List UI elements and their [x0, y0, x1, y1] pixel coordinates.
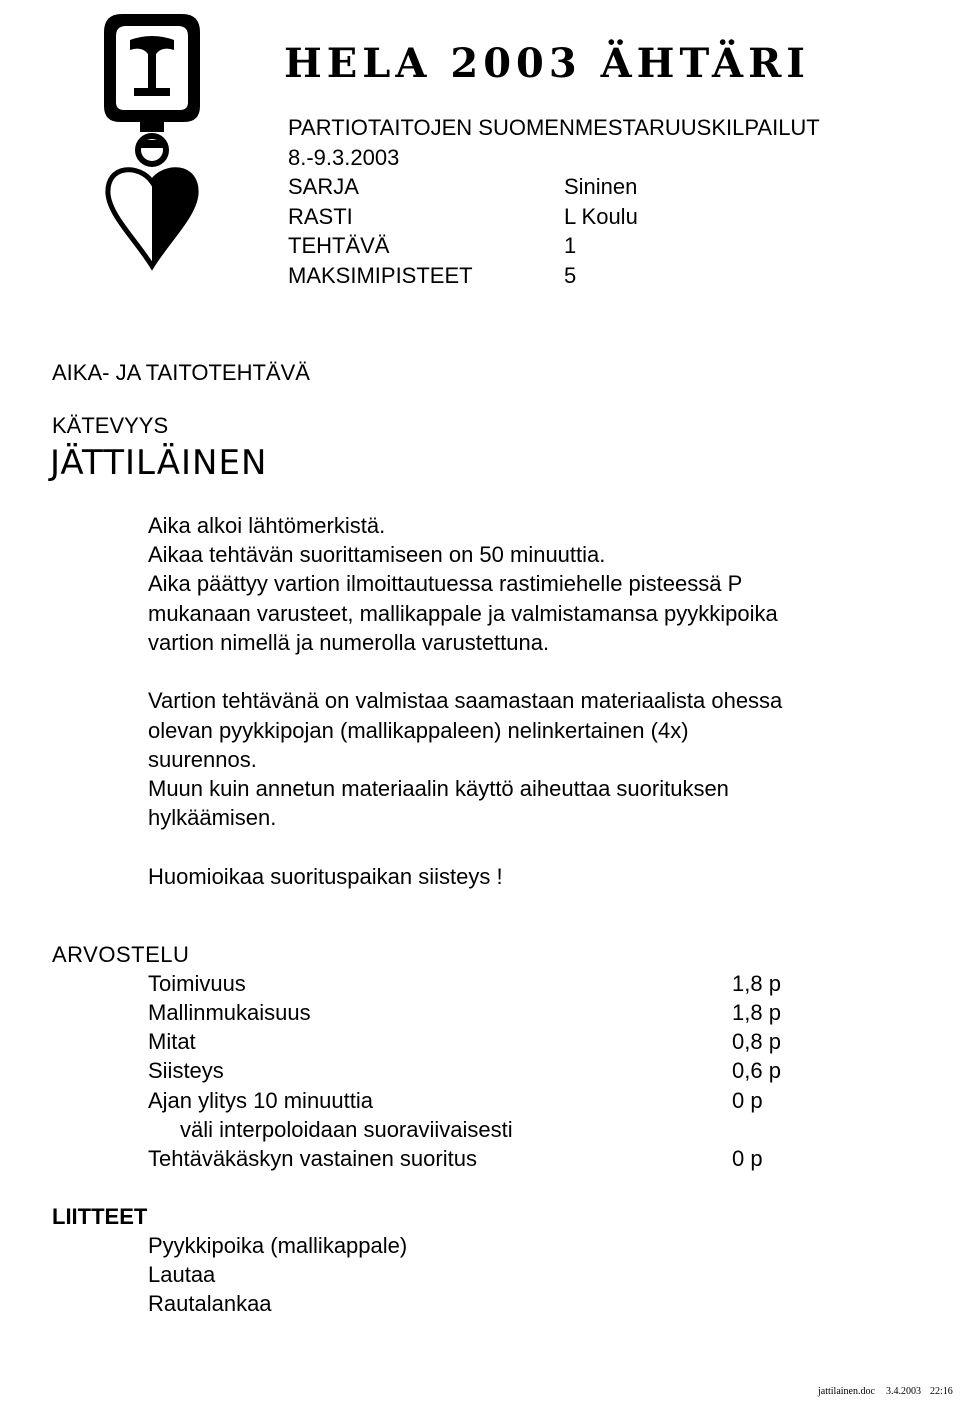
instruction-line: mukanaan varusteet, mallikappale ja valmistamansa pyykkipoika	[148, 601, 778, 626]
task-text-line: Muun kuin annetun materiaalin käyttö aiheuttaa suorituksen	[148, 776, 729, 801]
scoring-label: Mitat	[148, 1029, 196, 1054]
scoring-label: Siisteys	[148, 1058, 224, 1083]
scoring-heading: ARVOSTELU	[52, 942, 190, 967]
scoring-points: 0 p	[732, 1146, 763, 1171]
scoring-points: 1,8 p	[732, 1000, 781, 1025]
instruction-line: Aika alkoi lähtömerkistä.	[148, 513, 386, 538]
scoring-note: väli interpoloidaan suoraviivaisesti	[180, 1117, 513, 1142]
footer-date: 3.4.2003	[886, 1386, 921, 1397]
competition-name: PARTIOTAITOJEN SUOMENMESTARUUSKILPAILUT	[288, 115, 820, 140]
task-text-line: hylkäämisen.	[148, 805, 277, 830]
info-label: MAKSIMIPISTEET	[288, 263, 473, 288]
task-category: AIKA- JA TAITOTEHTÄVÄ	[52, 360, 310, 385]
competition-dates: 8.-9.3.2003	[288, 145, 400, 170]
scoring-label: Mallinmukaisuus	[148, 1000, 311, 1025]
info-value: 5	[564, 263, 577, 288]
scoring-points: 0 p	[732, 1088, 763, 1113]
attachment-item: Pyykkipoika (mallikappale)	[148, 1233, 408, 1258]
scoring-label: Tehtäväkäskyn vastainen suoritus	[148, 1146, 477, 1171]
instruction-line: Aikaa tehtävän suorittamiseen on 50 minuuttia.	[148, 542, 606, 567]
info-value: Sininen	[564, 174, 638, 199]
instruction-line: Aika päättyy vartion ilmoittautuessa rastimiehelle pisteessä P	[148, 571, 743, 596]
info-label: TEHTÄVÄ	[288, 233, 390, 258]
scoring-label: Toimivuus	[148, 971, 246, 996]
task-text-line: Vartion tehtävänä on valmistaa saamastaan materiaalista ohessa	[148, 688, 783, 713]
scoring-label: Ajan ylitys 10 minuuttia	[148, 1088, 373, 1113]
info-label: RASTI	[288, 204, 353, 229]
task-title: JÄTTILÄINEN	[50, 443, 268, 483]
attachment-item: Lautaa	[148, 1262, 216, 1287]
task-text-line: suurennos.	[148, 747, 257, 772]
scoring-points: 0,6 p	[732, 1058, 781, 1083]
scoring-points: 1,8 p	[732, 971, 781, 996]
footer-time: 22:16	[930, 1386, 953, 1397]
info-value: 1	[564, 233, 577, 258]
cleanliness-note: Huomioikaa suorituspaikan siisteys !	[148, 864, 503, 889]
info-value: L Koulu	[564, 204, 638, 229]
task-subcategory: KÄTEVYYS	[52, 413, 169, 438]
footer-filename: jattilainen.doc	[818, 1386, 875, 1397]
attachment-item: Rautalankaa	[148, 1291, 272, 1316]
scoring-points: 0,8 p	[732, 1029, 781, 1054]
task-text-line: olevan pyykkipojan (mallikappaleen) nelinkertainen (4x)	[148, 718, 689, 743]
attachments-heading: LIITTEET	[52, 1204, 148, 1229]
instruction-line: vartion nimellä ja numerolla varustettuna.	[148, 630, 550, 655]
banner-title: HELA 2003 ÄHTÄRI	[284, 40, 811, 87]
info-label: SARJA	[288, 174, 359, 199]
hela-emblem-logo	[96, 10, 208, 272]
